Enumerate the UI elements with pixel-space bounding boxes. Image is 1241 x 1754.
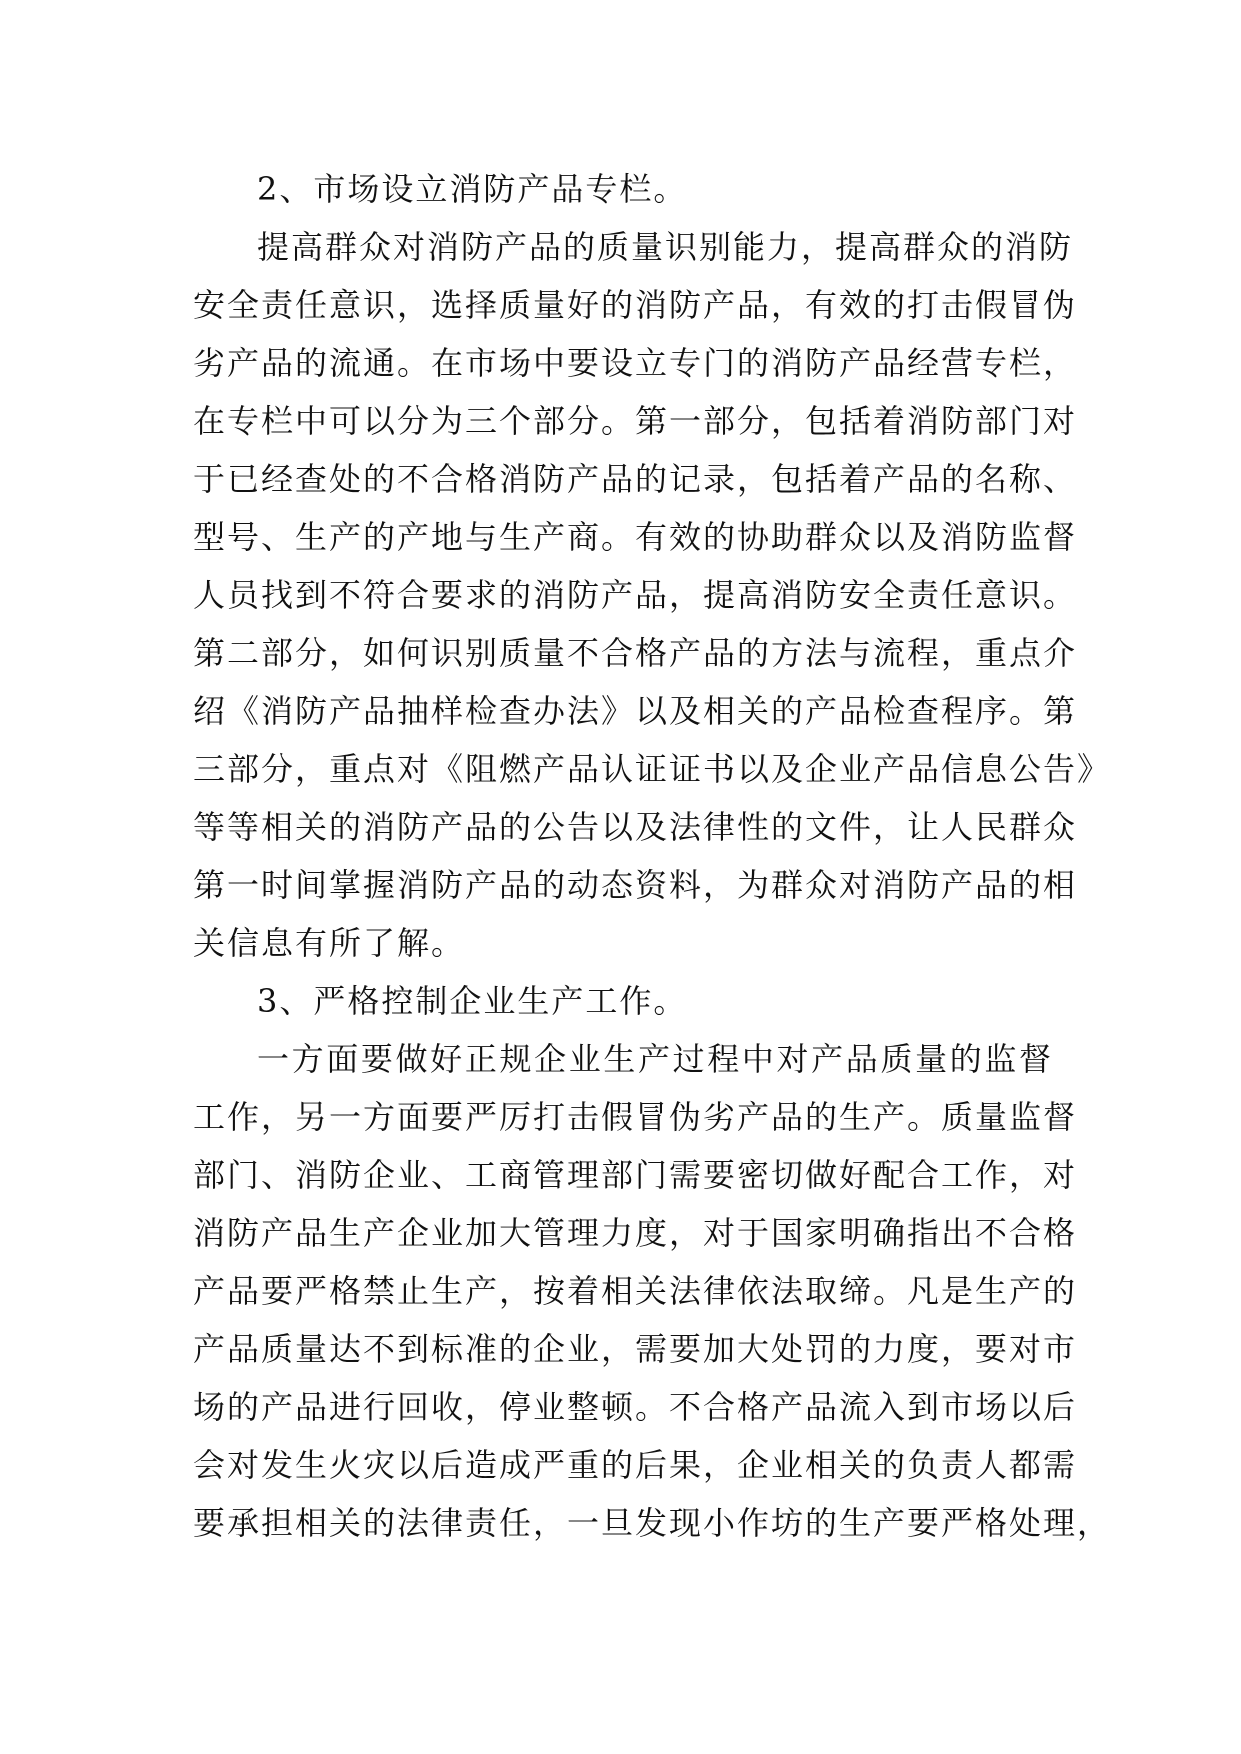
text-line: 在专栏中可以分为三个部分。第一部分，包括着消防部门对 (193, 402, 1078, 440)
text-line: 三部分，重点对《阻燃产品认证证书以及企业产品信息公告》 (193, 750, 1112, 788)
text-line: 绍《消防产品抽样检查办法》以及相关的产品检查程序。第 (193, 692, 1078, 730)
text-line: 消防产品生产企业加大管理力度，对于国家明确指出不合格 (193, 1214, 1078, 1252)
text-line: 人员找到不符合要求的消防产品，提高消防安全责任意识。 (193, 576, 1078, 614)
text-line: 工作，另一方面要严厉打击假冒伪劣产品的生产。质量监督 (193, 1098, 1078, 1136)
paragraph-first-line: 3、严格控制企业生产工作。 (257, 982, 688, 1020)
text-line: 关信息有所了解。 (193, 924, 466, 962)
text-line: 要承担相关的法律责任，一旦发现小作坊的生产要严格处理， (193, 1504, 1112, 1542)
text-line: 场的产品进行回收，停业整顿。不合格产品流入到市场以后 (193, 1388, 1078, 1426)
text-line: 第一时间掌握消防产品的动态资料，为群众对消防产品的相 (193, 866, 1078, 904)
text-line: 会对发生火灾以后造成严重的后果，企业相关的负责人都需 (193, 1446, 1078, 1484)
document-body (193, 160, 1112, 1552)
text-line: 型号、生产的产地与生产商。有效的协助群众以及消防监督 (193, 518, 1078, 556)
text-line: 部门、消防企业、工商管理部门需要密切做好配合工作，对 (193, 1156, 1078, 1194)
text-line: 于已经查处的不合格消防产品的记录，包括着产品的名称、 (193, 460, 1078, 498)
paragraph-first-line: 2、市场设立消防产品专栏。 (257, 170, 688, 208)
text-line: 第二部分，如何识别质量不合格产品的方法与流程，重点介 (193, 634, 1078, 672)
paragraph-first-line: 提高群众对消防产品的质量识别能力，提高群众的消防 (257, 228, 1074, 266)
text-line: 劣产品的流通。在市场中要设立专门的消防产品经营专栏， (193, 344, 1078, 382)
text-line: 安全责任意识，选择质量好的消防产品，有效的打击假冒伪 (193, 286, 1078, 324)
text-line: 产品质量达不到标准的企业，需要加大处罚的力度，要对市 (193, 1330, 1078, 1368)
paragraph-first-line: 一方面要做好正规企业生产过程中对产品质量的监督 (257, 1040, 1053, 1078)
text-line: 产品要严格禁止生产，按着相关法律依法取缔。凡是生产的 (193, 1272, 1078, 1310)
text-line: 等等相关的消防产品的公告以及法律性的文件，让人民群众 (193, 808, 1078, 846)
